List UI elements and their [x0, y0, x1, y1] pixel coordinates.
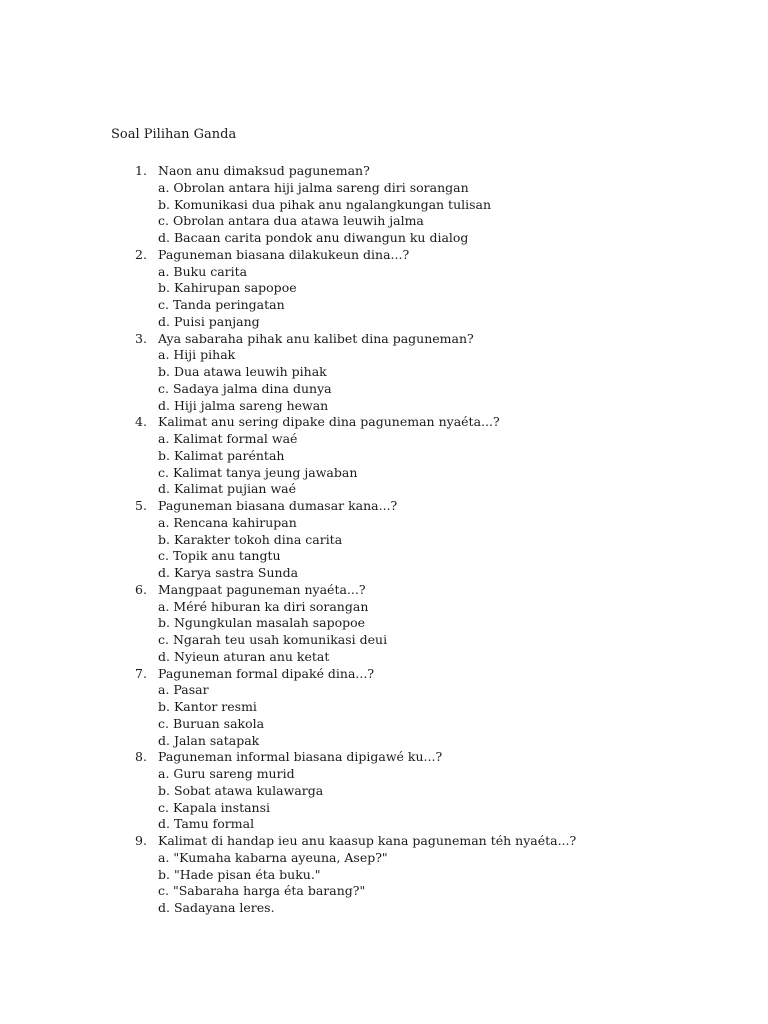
- answer-option: c. Buruan sakola: [158, 715, 265, 731]
- question-number: 8.: [135, 749, 147, 765]
- answer-option: b. Karakter tokoh dina carita: [158, 531, 343, 547]
- answer-option: b. Dua atawa leuwih pihak: [158, 364, 327, 379]
- question-item: [0, 582, 768, 666]
- question-item: [0, 331, 768, 415]
- question-line: [0, 833, 768, 850]
- question-item: [0, 414, 768, 498]
- question-line: [0, 666, 768, 683]
- question-item: [0, 247, 768, 331]
- question-line: [0, 163, 768, 180]
- answer-option: d. Jalan satapak: [158, 732, 260, 748]
- question-item: [0, 498, 768, 582]
- answer-option: d. Kalimat pujian waé: [158, 481, 296, 497]
- question-text: Mangpaat paguneman nyaéta...?: [158, 581, 366, 597]
- question-number: 9.: [135, 833, 147, 848]
- answer-option: d. Hiji jalma sareng hewan: [158, 397, 329, 413]
- question-item: [0, 749, 768, 833]
- answer-option: b. Ngungkulan masalah sapopoe: [158, 615, 366, 631]
- answer-option: c. Kalimat tanya jeung jawaban: [158, 464, 358, 480]
- answer-option: a. Kalimat formal waé: [158, 431, 298, 446]
- answer-option: b. Kahirupan sapopoe: [158, 280, 297, 296]
- question-line: [0, 749, 768, 766]
- question-text: Paguneman informal biasana dipigawé ku...?: [158, 749, 443, 765]
- question-number: 6.: [135, 581, 147, 597]
- question-item: [0, 833, 768, 917]
- answer-option: d. Karya sastra Sunda: [158, 565, 299, 580]
- question-line: [0, 331, 768, 348]
- question-text: Kalimat di handap ieu anu kaasup kana paguneman téh nyaéta...?: [158, 833, 577, 848]
- question-number: 5.: [135, 498, 147, 513]
- answer-option: a. "Kumaha kabarna ayeuna, Asep?": [158, 849, 388, 865]
- answer-option: b. Komunikasi dua pihak anu ngalangkungan tulisan: [158, 196, 492, 212]
- answer-option: a. Méré hiburan ka diri sorangan: [158, 598, 369, 614]
- question-text: Kalimat anu sering dipake dina paguneman nyaéta...?: [158, 414, 500, 430]
- answer-option: c. Sadaya jalma dina dunya: [158, 380, 332, 396]
- answer-option: c. Topik anu tangtu: [158, 548, 281, 564]
- answer-option: d. Puisi panjang: [158, 313, 260, 329]
- answer-option: a. Buku carita: [158, 263, 248, 279]
- answer-option: a. Hiji pihak: [158, 347, 236, 363]
- question-number: 4.: [135, 414, 147, 430]
- answer-option: b. Kantor resmi: [158, 699, 257, 714]
- question-line: [0, 414, 768, 431]
- answer-option: b. "Hade pisan éta buku.": [158, 866, 321, 882]
- answer-option: d. Bacaan carita pondok anu diwangun ku dialog: [158, 230, 469, 245]
- answer-option: a. Guru sareng murid: [158, 766, 295, 781]
- question-text: Paguneman biasana dumasar kana...?: [158, 498, 398, 513]
- answer-option: c. "Sabaraha harga éta barang?": [158, 883, 366, 899]
- document-title: Soal Pilihan Ganda: [111, 127, 237, 142]
- question-line: [0, 247, 768, 264]
- answer-option: c. Tanda peringatan: [158, 297, 285, 312]
- answer-option: a. Pasar: [158, 682, 209, 698]
- answer-option: d. Tamu formal: [158, 816, 255, 832]
- question-item: [0, 163, 768, 247]
- answer-option: d. Nyieun aturan anu ketat: [158, 648, 330, 664]
- question-item: [0, 666, 768, 750]
- answer-option: c. Ngarah teu usah komunikasi deui: [158, 632, 388, 647]
- question-number: 7.: [135, 665, 147, 681]
- question-text: Naon anu dimaksud paguneman?: [158, 163, 370, 178]
- question-line: [0, 498, 768, 515]
- question-number: 1.: [135, 163, 147, 178]
- answer-option: b. Kalimat paréntah: [158, 447, 285, 463]
- answer-option: c. Obrolan antara dua atawa leuwih jalma: [158, 213, 424, 229]
- answer-option: d. Sadayana leres.: [158, 900, 275, 915]
- answer-option: b. Sobat atawa kulawarga: [158, 782, 324, 798]
- answer-option: a. Obrolan antara hiji jalma sareng diri sorangan: [158, 179, 469, 195]
- answer-option: a. Rencana kahirupan: [158, 514, 297, 530]
- question-text: Paguneman biasana dilakukeun dina...?: [158, 246, 410, 262]
- question-text: Aya sabaraha pihak anu kalibet dina paguneman?: [158, 330, 474, 346]
- question-list: [0, 163, 768, 917]
- question-number: 2.: [135, 246, 147, 262]
- answer-option: c. Kapala instansi: [158, 799, 271, 815]
- question-line: [0, 582, 768, 599]
- question-text: Paguneman formal dipaké dina...?: [158, 665, 375, 681]
- question-number: 3.: [135, 330, 147, 346]
